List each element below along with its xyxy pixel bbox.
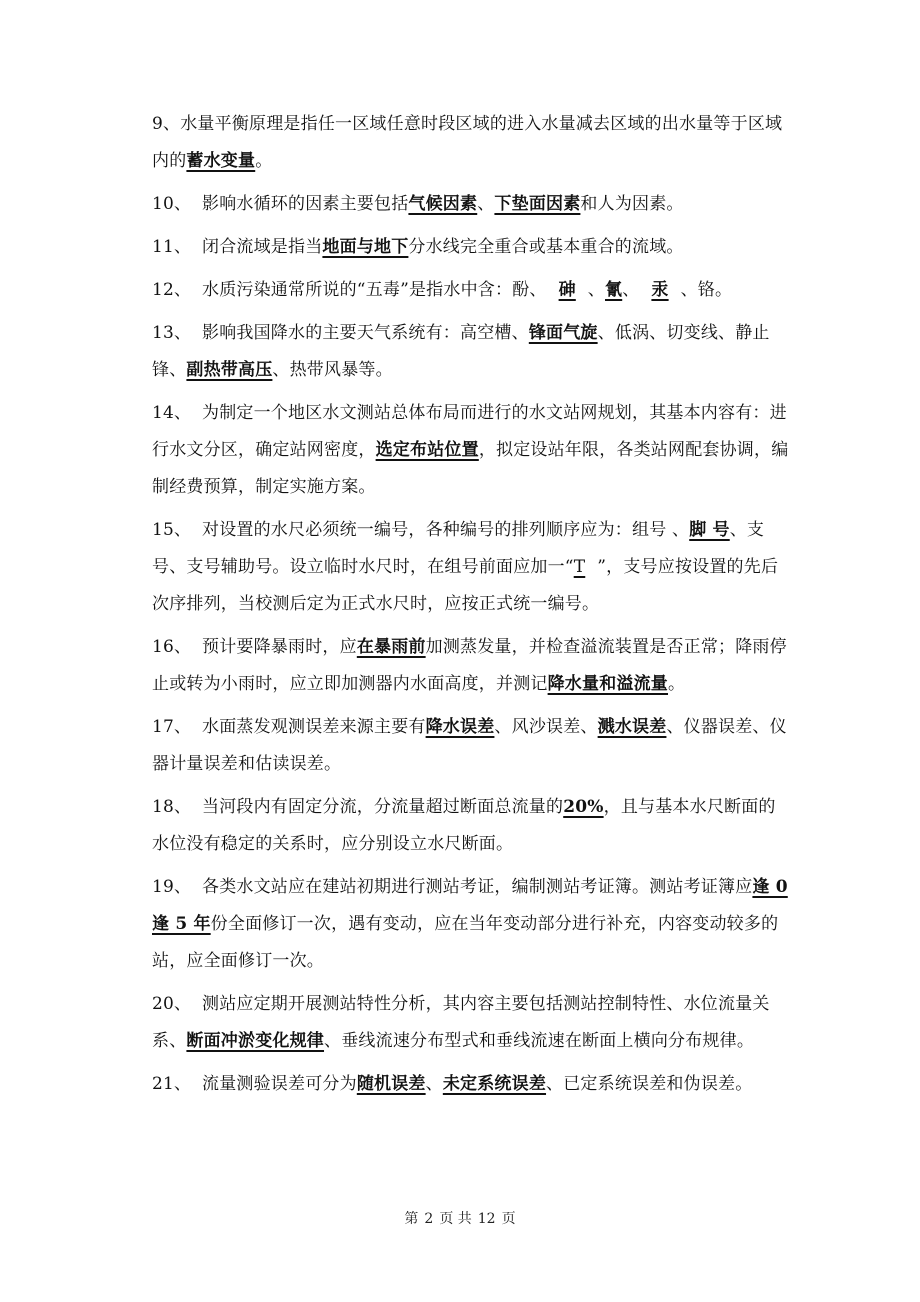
item-text: 水质污染通常所说的“五毒”是指水中含：酚、 [202,280,547,300]
list-item [152,186,792,223]
answer-blank: 气候因素 [408,194,478,214]
list-item [152,789,792,863]
answer-blank: 下垫面因素 [494,194,581,214]
item-text: 、低涡、切变线、静止锋、 [152,323,770,380]
list-item [152,629,792,703]
footer-prefix: 第 [404,1211,419,1227]
answer-blank: 氰 [605,280,623,300]
item-number: 12、 [152,280,192,300]
answer-blank: 降水误差 [425,717,495,737]
item-text: 对设置的水尺必须统一编号，各种编号的排列顺序应为：组号 、 [202,520,690,540]
item-number: 16、 [152,637,192,657]
answer-blank: 选定布站位置 [375,440,479,460]
item-text: ，拟定设站年限，各类站网配套协调，编制经费预算，制定实施方案。 [152,440,789,497]
answer-blank: 20% [563,797,604,817]
item-text: 水面蒸发观测误差来源主要有 [202,717,426,737]
item-text: 预计要降暴雨时，应 [202,637,357,657]
answer-blank: T [573,557,586,577]
question-list [152,106,792,1109]
item-text: 、 [587,280,605,300]
answer-blank: 锋面气旋 [528,323,598,343]
item-text: 份全面修订一次，遇有变动，应在当年变动部分进行补充，内容变动较多的站，应全面修订一次。 [152,914,779,971]
item-number: 15、 [152,520,192,540]
list-item [152,869,792,980]
item-text: 、 [477,194,495,214]
answer-blank: 地面与地下 [322,237,409,257]
item-text: 、已定系统误差和伪误差。 [546,1074,753,1094]
item-text: 影响我国降水的主要天气系统有：高空槽、 [202,323,529,343]
list-item [152,1066,792,1103]
item-number: 14、 [152,403,192,423]
answer-blank: 降水量和溢流量 [547,674,669,694]
item-text: 、仪器误差、仪器计量误差和估读误差。 [152,717,787,774]
list-item [152,986,792,1060]
answer-blank: 逢 0 逢 5 年 [152,877,788,934]
list-item [152,272,792,309]
answer-blank: 溅水误差 [597,717,667,737]
answer-blank: 未定系统误差 [442,1074,547,1094]
item-text: 、 [622,280,640,300]
item-text: 和人为因素。 [580,194,684,214]
item-number: 17、 [152,717,192,737]
total-pages: 12 [477,1211,496,1227]
answer-blank: 脚 号 [689,520,730,540]
list-item [152,106,792,180]
item-text: 闭合流域是指当 [202,237,323,257]
item-number: 20、 [152,994,192,1014]
answer-blank: 副热带高压 [186,360,273,380]
page-number: 2 [424,1211,434,1227]
item-text: 为制定一个地区水文测站总体布局而进行的水文站网规划，其基本内容有：进行水文分区，确定站网密度， [152,403,787,460]
item-text: 、支号、支号辅助号。设立临时水尺时，在组号前面应加一“ [152,520,765,577]
item-text: 、风沙误差、 [494,717,598,737]
item-text: 加测蒸发量，并检查溢流装置是否正常；降雨停止或转为小雨时，应立即加测器内水面高度，并测记 [152,637,787,694]
item-text: 各类水文站应在建站初期进行测站考证，编制测站考证簿。测站考证簿应 [202,877,753,897]
footer-suffix: 页 [501,1211,516,1227]
list-item [152,315,792,389]
item-number: 21、 [152,1074,192,1094]
item-number: 18、 [152,797,192,817]
item-text: 分水线完全重合或基本重合的流域。 [408,237,684,257]
item-text: 水量平衡原理是指任一区域任意时段区域的进入水量减去区域的出水量等于区域内的 [152,114,783,171]
item-text: 、热带风暴等。 [272,360,393,380]
list-item [152,709,792,783]
item-number: 13、 [152,323,192,343]
footer-mid: 页 共 [439,1211,472,1227]
item-text: 、垂线流速分布型式和垂线流速在断面上横向分布规律。 [324,1031,755,1051]
answer-blank: 砷 [558,280,576,300]
item-text: 。 [668,674,686,694]
answer-blank: 在暴雨前 [356,637,426,657]
item-number: 19、 [152,877,192,897]
item-text: 。 [255,151,273,171]
item-text: ，且与基本水尺断面的水位没有稳定的关系时，应分别设立水尺断面。 [152,797,776,854]
list-item [152,229,792,266]
item-number: 9、 [152,114,181,134]
item-text: ”，支号应按设置的先后次序排列，当校测后定为正式水尺时，应按正式统一编号。 [152,557,779,614]
answer-blank: 随机误差 [356,1074,426,1094]
item-number: 10、 [152,194,192,214]
answer-blank: 蓄水变量 [186,151,256,171]
list-item [152,512,792,623]
list-item [152,395,792,506]
item-text: 流量测验误差可分为 [202,1074,357,1094]
item-number: 11、 [152,237,192,257]
item-text: 当河段内有固定分流，分流量超过断面总流量的 [202,797,564,817]
item-text: 、铬。 [680,280,733,300]
page-footer [0,1208,920,1228]
item-text: 测站应定期开展测站特性分析，其内容主要包括测站控制特性、水位流量关系、 [152,994,770,1051]
item-text: 、 [425,1074,443,1094]
answer-blank: 断面冲淤变化规律 [186,1031,325,1051]
answer-blank: 汞 [651,280,669,300]
item-text: 影响水循环的因素主要包括 [202,194,409,214]
